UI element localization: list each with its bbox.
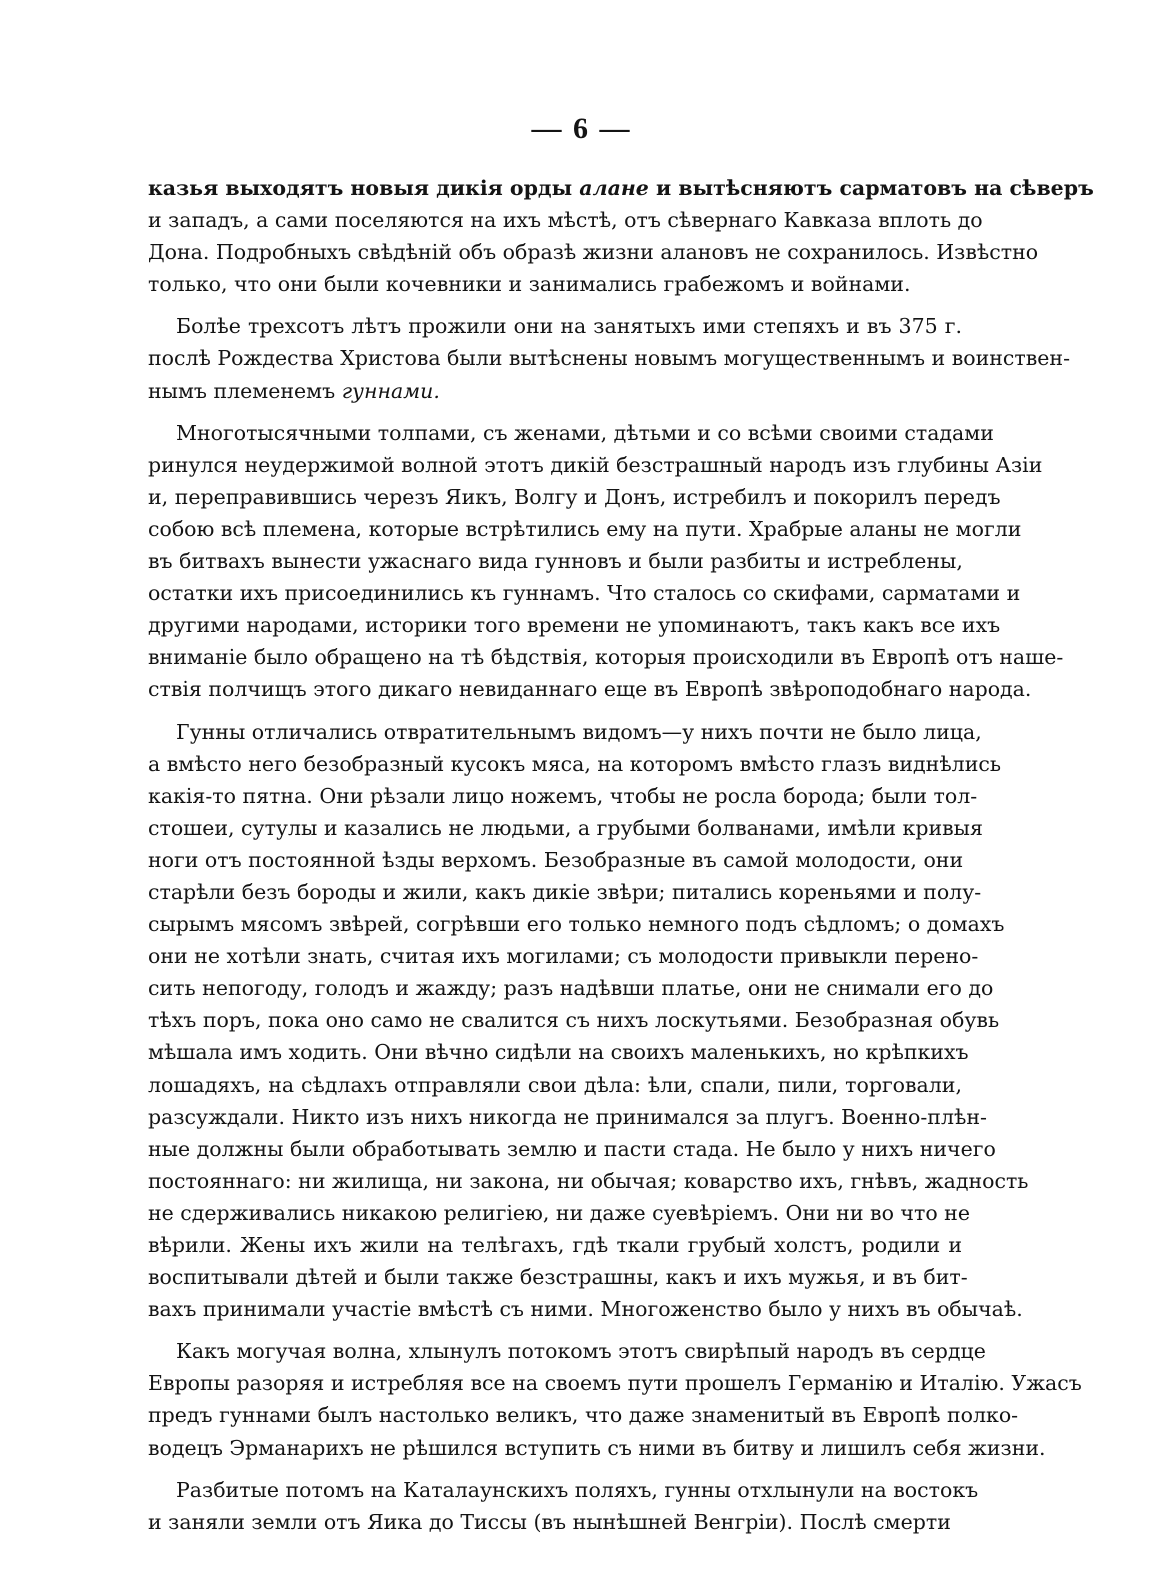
text-run: они не хотѣли знать, считая ихъ могилами; съ молодости привыкли перено-: [148, 944, 979, 969]
text-run: нымъ племенемъ: [148, 378, 342, 403]
text-line: [148, 1004, 1000, 1036]
text-run: Многотысячными толпами, съ женами, дѣтьми и со всѣми своими стадами: [176, 420, 994, 445]
text-line: [148, 310, 962, 342]
text-line: [148, 1474, 979, 1506]
text-run: Разбитые потомъ на Каталаунскихъ поляхъ, гунны отхлынули на востокъ: [176, 1477, 979, 1502]
text-run: тѣхъ поръ, пока оно само не свалится съ нихъ лоскутьями. Безобразная обувь: [148, 1008, 1000, 1033]
text-run: казья выходятъ новыя дикія орды: [148, 176, 580, 200]
text-run: послѣ Рождества Христова были вытѣснены новымъ могущественнымъ и воинствен-: [148, 346, 1071, 371]
text-line: [148, 812, 983, 844]
text-line: [148, 1133, 996, 1165]
text-line: [148, 1197, 970, 1229]
text-line: [148, 844, 962, 876]
text-run: Дона. Подробныхъ свѣдѣній объ образѣ жизни алановъ не сохранилось. Извѣстно: [148, 240, 1039, 265]
text-line: [148, 577, 1021, 609]
text-run: постояннаго: ни жилища, ни закона, ни обычая; коварство ихъ, гнѣвъ, жадность: [148, 1168, 1029, 1193]
text-line: [148, 716, 982, 748]
text-line: [148, 1101, 987, 1133]
italic-term: алане: [579, 176, 649, 200]
text-line: [148, 1335, 986, 1367]
text-line: [148, 1432, 1046, 1464]
text-run: Гунны отличались отвратительнымъ видомъ—у нихъ почти не было лица,: [176, 719, 982, 744]
text-run: ринулся неудержимой волной этотъ дикій безстрашный народъ изъ глубины Азіи: [148, 452, 1043, 477]
text-line: [148, 1506, 962, 1538]
paragraph: [148, 1474, 979, 1538]
text-run: только, что они были кочевники и занимались грабежомъ и войнами.: [148, 272, 911, 297]
text-run: а вмѣсто него безобразный кусокъ мяса, на которомъ вмѣсто глазъ виднѣлись: [148, 751, 1002, 776]
text-run: собою всѣ племена, которые встрѣтились ему на пути. Храбрые аланы не могли: [148, 516, 1022, 541]
text-run: ные должны были обработывать землю и пасти стада. Не было у нихъ ничего: [148, 1136, 996, 1161]
text-run: вахъ принимали участіе вмѣстѣ съ ними. Многоженство было у нихъ въ обычаѣ.: [148, 1297, 1023, 1322]
text-run: Болѣе трехсотъ лѣтъ прожили они на занятыхъ ими степяхъ и въ 375 г.: [176, 314, 962, 339]
text-run: стошеи, сутулы и казались не людьми, а грубыми болванами, имѣли кривыя: [148, 815, 983, 840]
text-run: и заняли земли отъ Яика до Тиссы (въ нынѣшней Венгріи). Послѣ смерти: [148, 1509, 951, 1534]
text-line: [148, 908, 1005, 940]
paragraph: [148, 716, 1029, 1326]
paragraph: [148, 310, 1071, 406]
text-line: [148, 780, 978, 812]
text-run: лошадяхъ, на сѣдлахъ отправляли свои дѣла: ѣли, спали, пили, торговали,: [148, 1072, 962, 1097]
text-line: [148, 236, 1039, 268]
text-line: [148, 972, 994, 1004]
text-run: сырымъ мясомъ звѣрей, согрѣвши его только немного подъ сѣдломъ; о домахъ: [148, 912, 1005, 937]
text-run: въ битвахъ вынести ужаснаго вида гунновъ и были разбиты и истреблены,: [148, 549, 963, 574]
text-line: [148, 609, 1001, 641]
text-run: ствія полчищъ этого дикаго невиданнаго еще въ Европѣ звѣроподобнаго народа.: [148, 677, 1032, 702]
page-number: — 6 —: [531, 112, 632, 145]
text-line: [148, 876, 982, 908]
text-line: [148, 1069, 962, 1101]
text-line: [148, 1367, 1082, 1399]
text-run: вѣрили. Жены ихъ жили на телѣгахъ, гдѣ ткали грубый холстъ, родили и: [148, 1233, 962, 1257]
text-line: [148, 748, 1002, 780]
text-line: [148, 673, 1032, 705]
text-run: предъ гуннами былъ настолько великъ, что даже знаменитый въ Европѣ полко-: [148, 1403, 1019, 1428]
text-run: другими народами, историки того времени не упоминаютъ, такъ какъ все ихъ: [148, 613, 1001, 638]
text-line: [148, 940, 979, 972]
text-line: [148, 513, 1022, 545]
text-run: и западъ, а сами поселяются на ихъ мѣстѣ, отъ сѣвернаго Кавказа вплоть до: [148, 208, 983, 233]
text-line: [148, 342, 1071, 374]
text-line: [148, 545, 962, 577]
text-line: [148, 1399, 1019, 1431]
text-run: Какъ могучая волна, хлынулъ потокомъ этотъ свирѣпый народъ въ сердце: [176, 1339, 986, 1364]
text-line: [148, 1036, 969, 1068]
text-run: и вытѣсняютъ сарматовъ на сѣверъ: [648, 176, 1094, 200]
text-line: [148, 641, 1064, 673]
text-run: остатки ихъ присоединились къ гуннамъ. Что сталось со скифами, сарматами и: [148, 581, 1021, 606]
text-line: [148, 375, 962, 407]
text-line: [148, 1229, 962, 1261]
text-line: [148, 1293, 1023, 1325]
text-line: [148, 268, 962, 300]
text-line: [148, 417, 994, 449]
text-run: мѣшала имъ ходить. Они вѣчно сидѣли на своихъ маленькихъ, но крѣпкихъ: [148, 1040, 969, 1065]
text-run: ноги отъ постоянной ѣзды верхомъ. Безобразные въ самой молодости, они: [148, 847, 964, 872]
text-run: разсуждали. Никто изъ нихъ никогда не принимался за плугъ. Военно-плѣн-: [148, 1104, 987, 1129]
text-run: не сдерживались никакою религіею, ни даже суевѣріемъ. Они ни во что не: [148, 1200, 970, 1225]
text-run: какія-то пятна. Они рѣзали лицо ножемъ, чтобы не росла борода; были тол-: [148, 783, 978, 808]
text-run: вниманіе было обращено на тѣ бѣдствія, которыя происходили въ Европѣ отъ наше-: [148, 645, 1064, 670]
text-line: [148, 449, 1043, 481]
paragraph: [148, 417, 1064, 706]
text-line: [148, 204, 983, 236]
text-run: сить непогоду, голодъ и жажду; разъ надѣвши платье, они не снимали его до: [148, 976, 994, 1001]
text-run: воспитывали дѣтей и были также безстрашны, какъ и ихъ мужья, и въ бит-: [148, 1265, 968, 1290]
text-run: и, переправившись черезъ Яикъ, Волгу и Донъ, истребилъ и покорилъ передъ: [148, 484, 1001, 509]
text-line: [148, 172, 1094, 204]
text-run: Европы разоряя и истребляя все на своемъ пути прошелъ Германію и Италію. Ужасъ: [148, 1371, 1082, 1396]
text-run: старѣли безъ бороды и жили, какъ дикіе звѣри; питались кореньями и полу-: [148, 879, 982, 904]
paragraph: [148, 172, 1094, 300]
body-text: [148, 172, 1094, 1548]
text-run: водецъ Эрманарихъ не рѣшился вступить съ ними въ битву и лишилъ себя жизни.: [148, 1435, 1046, 1460]
italic-term: гуннами.: [341, 378, 440, 403]
text-line: [148, 1165, 1029, 1197]
text-line: [148, 1261, 968, 1293]
text-line: [148, 481, 1001, 513]
paragraph: [148, 1335, 1082, 1463]
